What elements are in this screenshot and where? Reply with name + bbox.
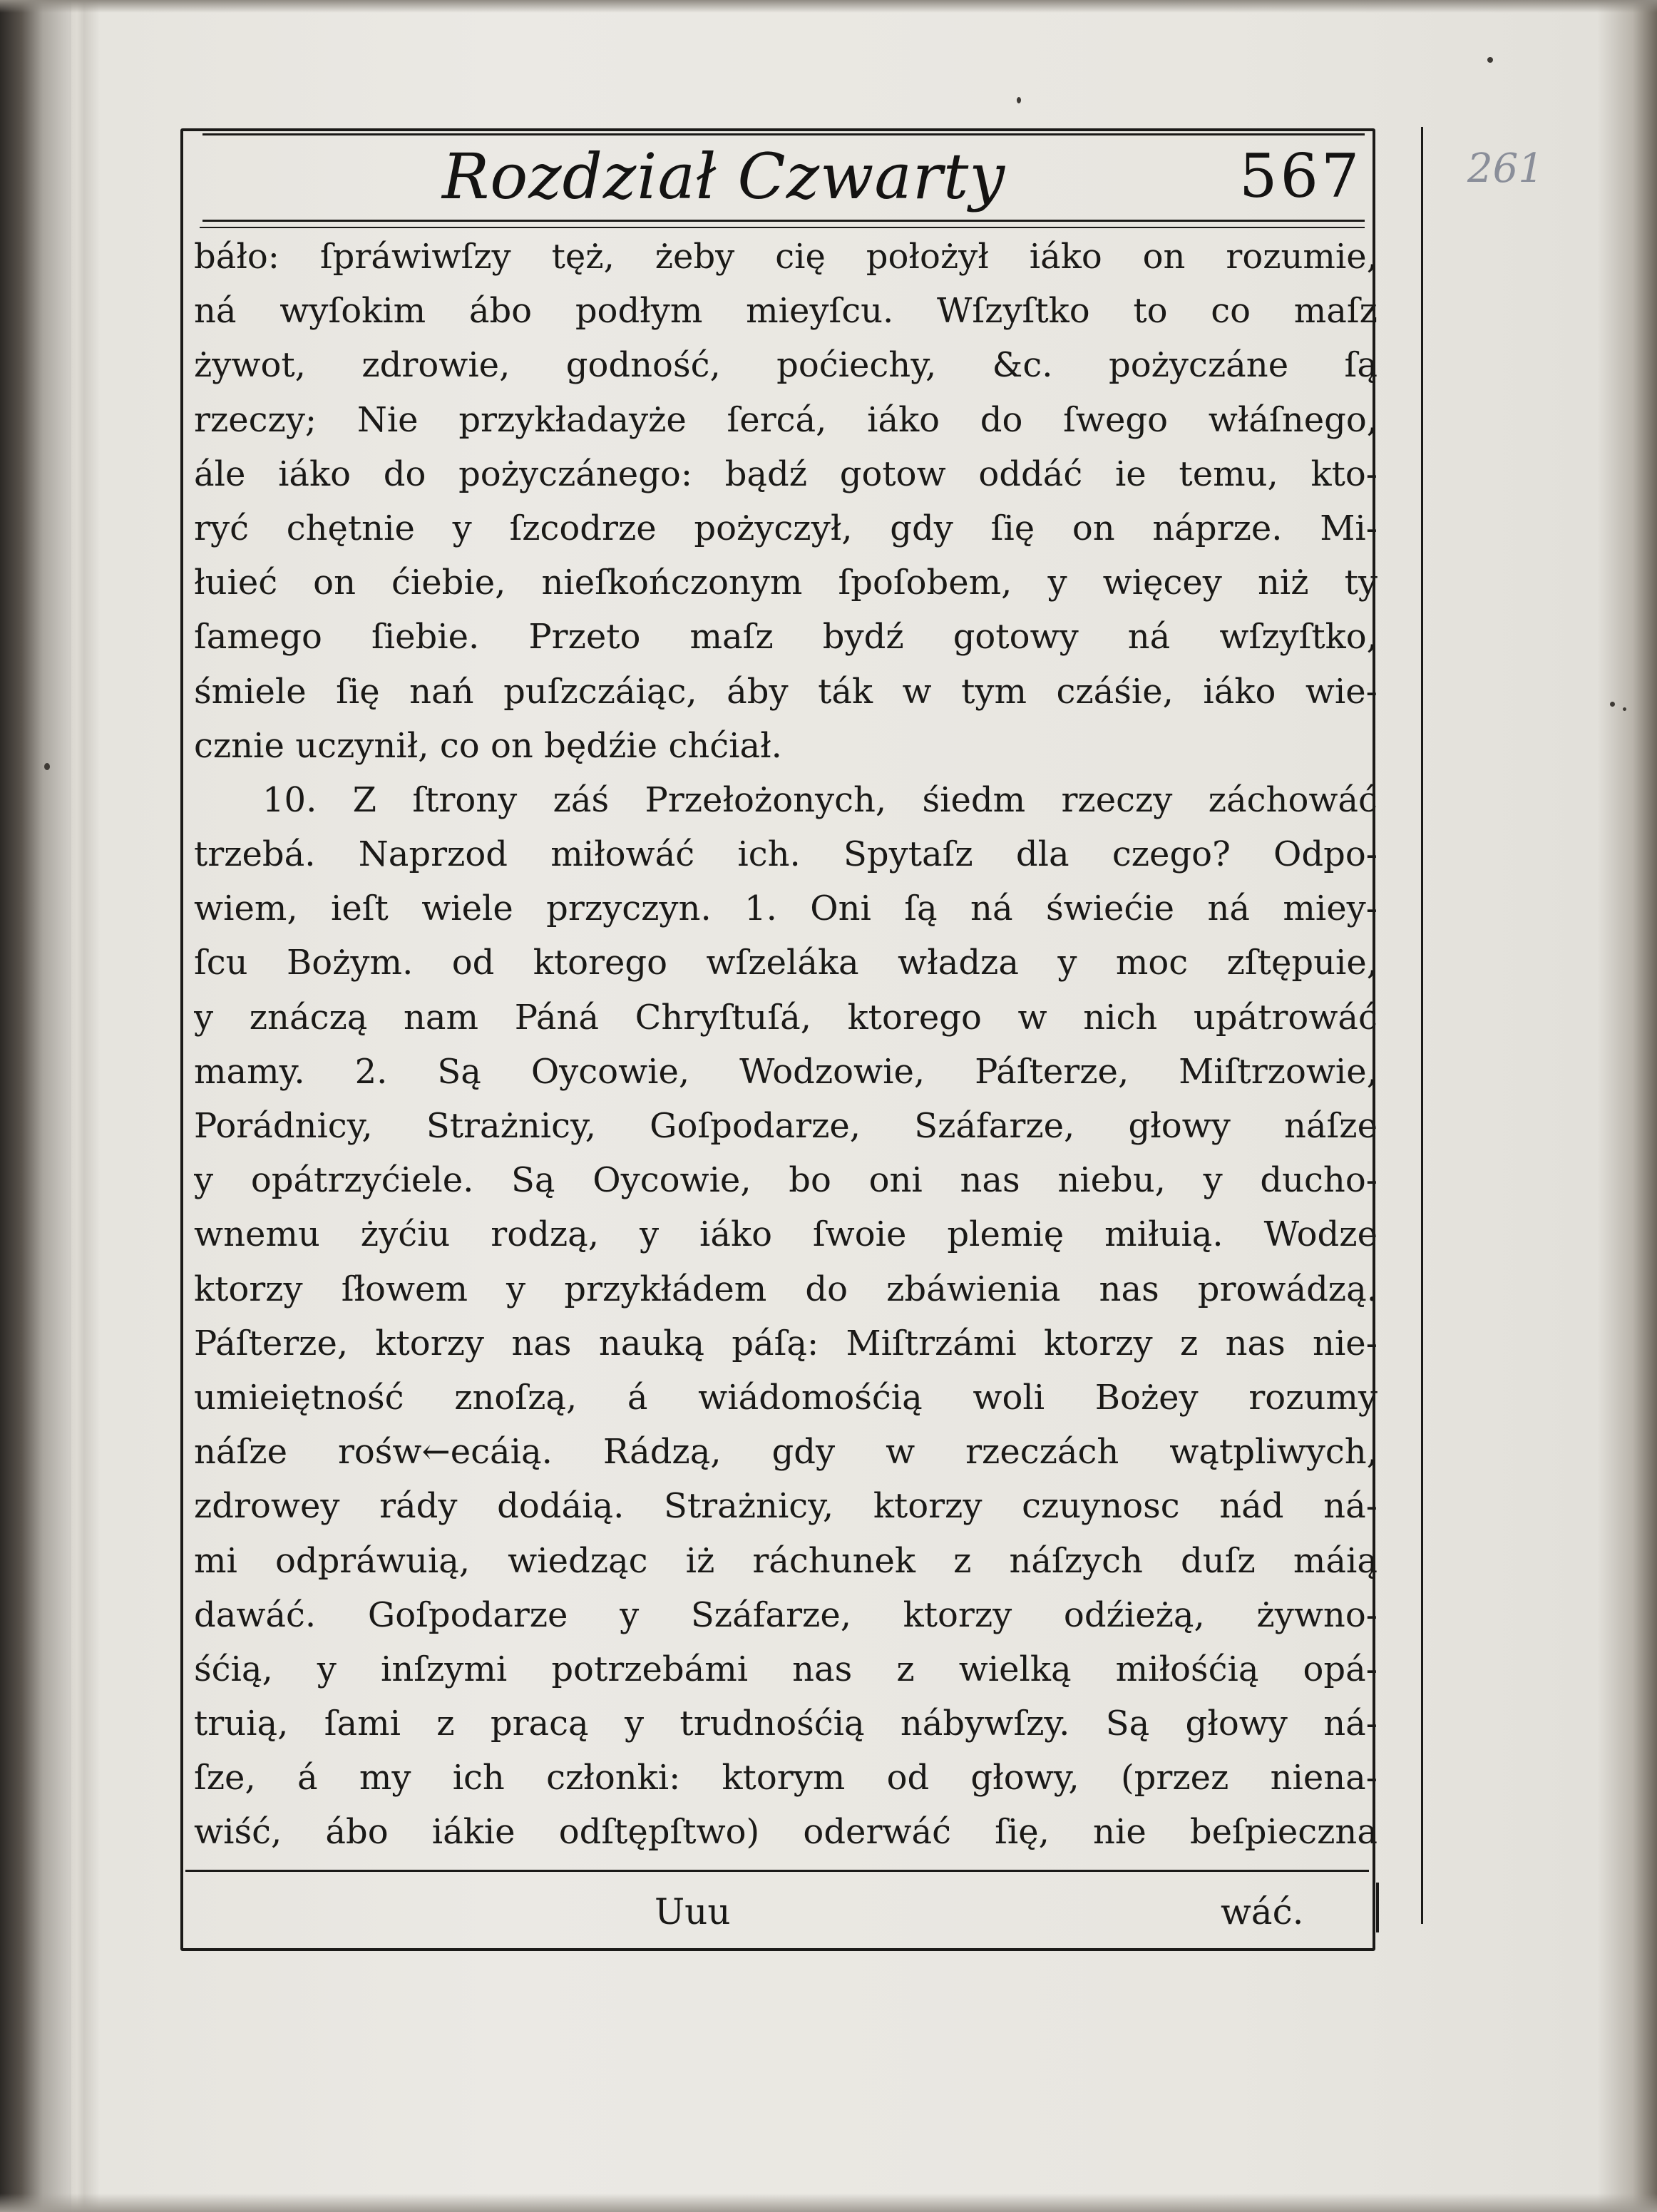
text-line: [194, 1860, 1378, 1863]
page-top-shadow: [0, 0, 1657, 13]
page-number: 567: [1239, 141, 1363, 211]
text-line: ále iáko do pożyczánego: bądź gotow oddáć ie temu, kto-: [194, 454, 1378, 494]
text-line: łuieć on ćiebie, nieſkończonym ſpoſobem, y więcey niż ty: [194, 563, 1378, 603]
text-line: wiem, ieſt wiele przyczyn. 1. Oni ſą ná świećie ná miey-: [194, 889, 1378, 929]
page-bottom-edge: [0, 2193, 1657, 2212]
text-line: ſze, á my ich członki: ktorym od głowy, (przez niena-: [194, 1758, 1378, 1798]
paper-speck: [1487, 57, 1493, 63]
text-line: ktorzy ſłowem y przykłádem do zbáwienia nas prowádzą.: [194, 1269, 1378, 1309]
text-line: y opátrzyćiele. Są Oycowie, bo oni nas niebu, y ducho-: [194, 1160, 1378, 1201]
paper-speck: [44, 763, 50, 770]
running-title: Rozdział Czwarty: [442, 140, 1006, 213]
text-line: trzebá. Naprzod miłowáć ich. Spytaſz dla czego? Odpo-: [194, 834, 1378, 875]
text-line: rzeczy; Nie przykładayże ſercá, iáko do ſwego włáſnego,: [194, 399, 1378, 440]
text-line: Porádnicy, Strażnicy, Goſpodarze, Száfarze, głowy náſze: [194, 1106, 1378, 1146]
header-rule: [202, 220, 1365, 222]
text-line: truią, ſami z pracą y trudnośćią nábywſzy. Są głowy ná-: [194, 1704, 1378, 1744]
facing-page-edge: [0, 0, 71, 2212]
handwritten-folio-number: 261: [1467, 145, 1544, 192]
text-line: mamy. 2. Są Oycowie, Wodzowie, Páſterze, Miſtrzowie,: [194, 1051, 1378, 1092]
frame-bottom-rule: [185, 1870, 1369, 1872]
text-line: Páſterze, ktorzy nas nauką páſą: Miſtrzámi ktorzy z nas nie-: [194, 1323, 1378, 1363]
text-line: dawáć. Goſpodarze y Száfarze, ktorzy odźieżą, żywno-: [194, 1594, 1378, 1635]
catchword: wáć.: [1221, 1891, 1304, 1932]
text-line: śćią, y inſzymi potrzebámi nas z wielką miłośćią opá-: [194, 1649, 1378, 1689]
text-line: náſze rośw←ecáią. Rádzą, gdy w rzeczách wątpliwych,: [194, 1432, 1378, 1473]
text-line: śmiele ſię nań puſzczáiąc, áby ták w tym czáśie, iáko wie-: [194, 671, 1378, 712]
text-line: wiść, ábo iákie odſtępſtwo) oderwáć ſię, nie beſpieczna: [194, 1812, 1378, 1853]
text-line: zdrowey rády dodáią. Strażnicy, ktorzy czuynosc nád ná-: [194, 1486, 1378, 1527]
text-line: żywot, zdrowie, godność, poćiechy, &c. pożyczáne ſą: [194, 345, 1378, 386]
signature-mark: Uuu: [655, 1891, 731, 1932]
text-line: ná wyſokim ábo podłym mieyſcu. Wſzyſtko to co maſz: [194, 291, 1378, 332]
text-line: báło: ſpráwiwſzy tęż, żeby cię położył iáko on rozumie,: [194, 237, 1378, 277]
paper-speck: [1017, 97, 1021, 103]
text-line: 10. Z ſtrony záś Przełożonych, śiedm rzeczy záchowáć: [262, 779, 1378, 820]
text-line: ryć chętnie y ſzcodrze pożyczył, gdy ſię on náprze. Mi-: [194, 508, 1378, 548]
text-line: wnemu żyćiu rodzą, y iáko ſwoie plemię miłuią. Wodze: [194, 1214, 1378, 1255]
text-line: ſamego ſiebie. Przeto maſz bydź gotowy ná wſzyſtko,: [194, 617, 1378, 657]
frame-top-rule: [202, 133, 1365, 135]
paper-speck: [1610, 702, 1615, 707]
text-line: cznie uczynił, co on będźie chćiał.: [194, 725, 782, 766]
paper-speck: [1623, 707, 1626, 711]
frame-foot-mark: [1376, 1883, 1379, 1932]
text-line: umieiętność znoſzą, á wiádomośćią woli Bożey rozumy: [194, 1377, 1378, 1418]
text-line: mi odpráwuią, wiedząc iż ráchunek z náſzych duſz máią: [194, 1540, 1378, 1581]
body-text-block: [194, 230, 1378, 1863]
text-line: y znáczą nam Páná Chryſtuſá, ktorego w nich upátrowáć: [194, 997, 1378, 1038]
margin-vertical-rule: [1421, 127, 1423, 1924]
text-line: ſcu Bożym. od ktorego wſzeláka władza y moc zſtępuie,: [194, 943, 1378, 983]
header-rule-double: [200, 227, 1365, 228]
